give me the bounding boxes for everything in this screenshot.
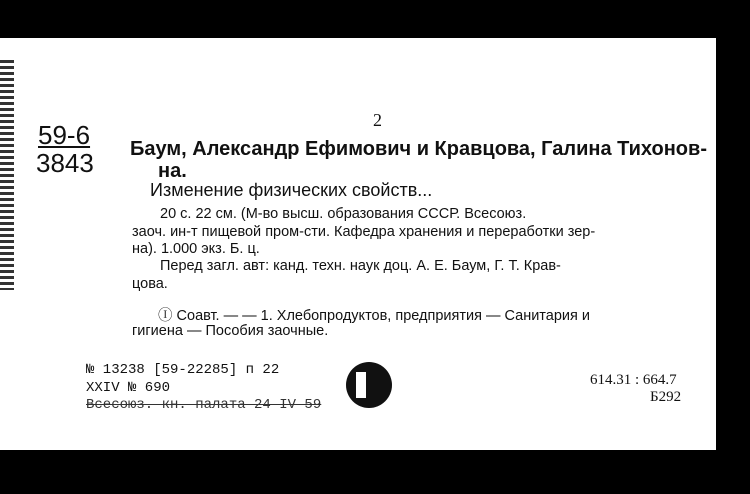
book-title: Изменение физических свойств... bbox=[150, 180, 433, 200]
chamber-stamp-line: Всесоюз. кн. палата 24 IV 59 bbox=[86, 397, 322, 413]
description-line: Перед загл. авт: канд. техн. наук доц. А. Е. Баум, Г. Т. Крав- bbox=[160, 258, 561, 274]
shelf-mark-bottom: 3843 bbox=[36, 148, 94, 178]
description-line: на). 1.000 экз. Б. ц. bbox=[132, 241, 260, 257]
page-number: 2 bbox=[373, 110, 382, 130]
shelf-mark-top: 59-6 bbox=[38, 120, 91, 150]
author-line-1: Баум, Александр Ефимович и Кравцова, Галина Тихонов- bbox=[130, 138, 707, 160]
description-line: цова. bbox=[132, 276, 168, 292]
emblem-detail bbox=[356, 372, 366, 398]
author-code: Б292 bbox=[650, 389, 682, 405]
description-line: 20 с. 22 см. (М-во высш. образования СССР. Всесоюз. bbox=[160, 206, 527, 222]
author-line-2: на. bbox=[158, 160, 187, 182]
description-line: заоч. ин-т пищевой пром-сти. Кафедра хранения и переработки зер- bbox=[132, 224, 596, 240]
scan-bottom-border bbox=[34, 450, 750, 494]
classification-code: 614.31 : 664.7 bbox=[590, 372, 677, 388]
chamber-emblem-icon bbox=[346, 362, 392, 408]
subject-line-1: Ⓘ Соавт. — — 1. Хлебопродуктов, предприятия — Санитария и bbox=[158, 308, 590, 324]
series-number: XXIV № 690 bbox=[86, 380, 171, 396]
registration-number: № 13238 [59-22285] п 22 bbox=[86, 362, 280, 378]
scan-artifact bbox=[0, 60, 14, 290]
subject-line-2: гигиена — Пособия заочные. bbox=[132, 323, 329, 339]
